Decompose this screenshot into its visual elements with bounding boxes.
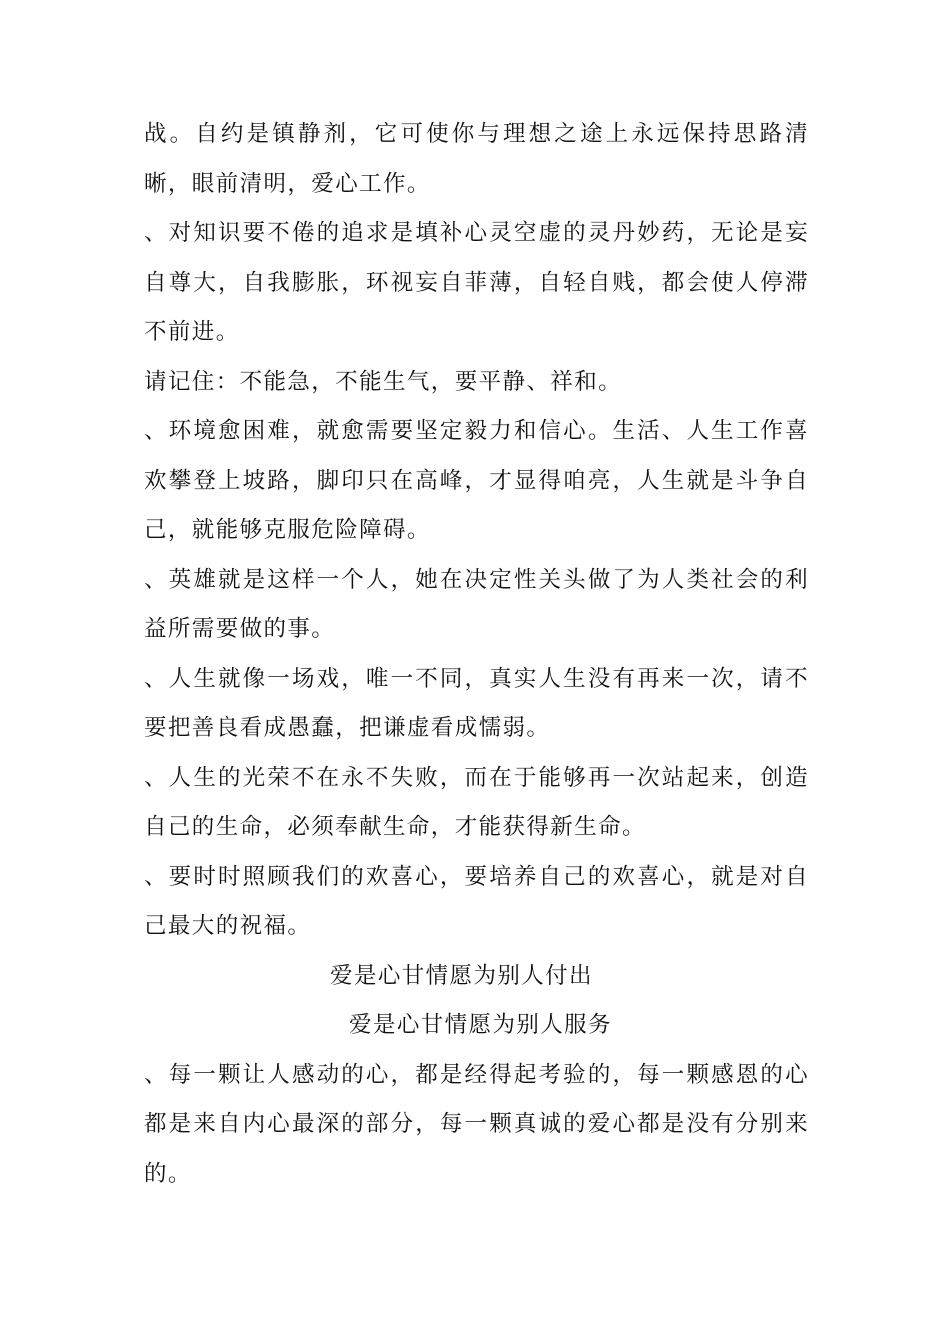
centered-line-give: 爱是心甘情愿为别人付出 [330,962,593,989]
paragraph-hero: 、英雄就是这样一个人，她在决定性关头做了为人类社会的利益所需要做的事。 [144,566,809,642]
paragraph-life-play: 、人生就像一场戏，唯一不同，真实人生没有再来一次，请不要把善良看成愚蠢，把谦虚看成懦弱。 [144,665,809,741]
paragraph-self-discipline: 战。自约是镇静剂，它可使你与理想之途上永远保持思路清晰，眼前清明，爱心工作。 [144,121,809,197]
paragraph-environment: 、环境愈困难，就愈需要坚定毅力和信心。生活、人生工作喜欢攀登上坡路，脚印只在高峰，才显得咱亮，人生就是斗争自己，就能够克服危险障碍。 [144,418,809,543]
paragraph-remember: 请记住：不能急，不能生气，要平静、祥和。 [144,368,623,395]
paragraph-joy: 、要时时照顾我们的欢喜心，要培养自己的欢喜心，就是对自己最大的祝福。 [144,863,809,939]
document-body [144,110,809,1199]
paragraph-touching-heart: 、每一颗让人感动的心，都是经得起考验的，每一颗感恩的心都是来自内心最深的部分，每一颗真诚的爱心都是没有分别来的。 [144,1061,809,1187]
paragraph-knowledge: 、对知识要不倦的追求是填补心灵空虚的灵丹妙药，无论是妄自尊大，自我膨胀，环视妄自菲薄，自轻自贱，都会使人停滞不前进。 [144,220,809,345]
centered-line-serve: 爱是心甘情愿为别人服务 [349,1012,612,1038]
paragraph-glory: 、人生的光荣不在永不失败，而在于能够再一次站起来，创造自己的生命，必须奉献生命，才能获得新生命。 [144,764,809,840]
